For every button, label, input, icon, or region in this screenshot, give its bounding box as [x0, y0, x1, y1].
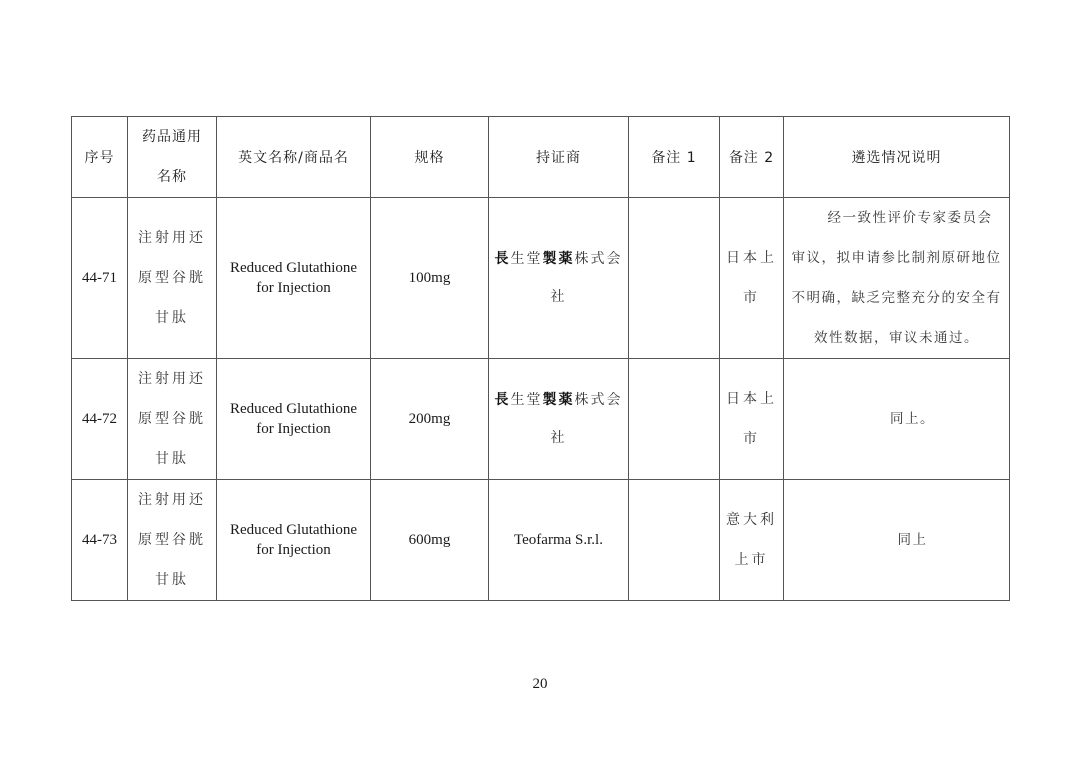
holder-text: 長: [494, 392, 511, 408]
holder-text: 製薬: [542, 251, 575, 267]
holder-text: 製薬: [542, 392, 575, 408]
generic-name-line: 原型谷胱: [138, 532, 206, 548]
header-generic-name-line2: 名称: [157, 169, 187, 185]
row-spec: 200mg: [371, 359, 489, 480]
row-english-name: [217, 359, 371, 480]
row-note1: [629, 198, 720, 359]
english-name-line: for Injection: [256, 542, 331, 558]
holder-line: [489, 381, 628, 419]
explanation-line: 审议，拟申请参比制剂原研地位: [791, 250, 1002, 266]
page-number: 20: [532, 676, 548, 692]
row-note1: [629, 480, 720, 601]
table-row: [72, 359, 1010, 480]
header-note2: 备注 2: [720, 117, 784, 198]
generic-name-line: 甘肽: [155, 310, 189, 326]
row-generic-name: [128, 359, 217, 480]
holder-text: 株式会: [574, 392, 623, 408]
header-seq: 序号: [72, 117, 128, 198]
row-explanation: 同上: [784, 480, 1010, 601]
note2-line: 日本上: [726, 391, 777, 407]
english-name-line: Reduced Glutathione: [229, 522, 358, 538]
holder-text: 生堂: [510, 251, 543, 267]
note2-line: 上市: [734, 552, 769, 568]
holder-text: 長: [494, 251, 511, 267]
note2-line: 市: [743, 431, 760, 447]
header-generic-name-line1: 药品通用: [142, 129, 202, 145]
drug-selection-table: [71, 116, 1010, 601]
row-seq: 44-71: [72, 198, 128, 359]
note2-line: 市: [743, 290, 760, 306]
english-name-line: Reduced Glutathione: [229, 401, 358, 417]
generic-name-line: 注射用还: [138, 492, 206, 508]
explanation-line: 不明确，缺乏完整充分的安全有: [791, 290, 1002, 306]
row-note2: [720, 480, 784, 601]
row-english-name: [217, 198, 371, 359]
generic-name-line: 原型谷胱: [138, 411, 206, 427]
holder-line: 社: [550, 430, 567, 446]
english-name-line: Reduced Glutathione: [229, 260, 358, 276]
row-holder: [489, 359, 629, 480]
table-header-row: [72, 117, 1010, 198]
row-generic-name: [128, 198, 217, 359]
header-generic-name: [128, 117, 217, 198]
row-holder: Teofarma S.r.l.: [489, 480, 629, 601]
holder-text: 生堂: [510, 392, 543, 408]
generic-name-line: 注射用还: [138, 371, 206, 387]
explanation-line: 经一致性评价专家委员会: [827, 210, 993, 226]
generic-name-line: 甘肽: [155, 572, 189, 588]
table-row: [72, 198, 1010, 359]
row-explanation: [784, 198, 1010, 359]
header-holder: 持证商: [489, 117, 629, 198]
row-seq: 44-73: [72, 480, 128, 601]
explanation-line: 效性数据，审议未通过。: [814, 330, 979, 346]
row-english-name: [217, 480, 371, 601]
row-generic-name: [128, 480, 217, 601]
row-explanation: 同上。: [784, 359, 1010, 480]
holder-line: [489, 240, 628, 278]
row-note1: [629, 359, 720, 480]
generic-name-line: 原型谷胱: [138, 270, 206, 286]
row-spec: 600mg: [371, 480, 489, 601]
header-explanation: 遴选情况说明: [784, 117, 1010, 198]
row-note2: [720, 359, 784, 480]
note2-line: 日本上: [726, 250, 777, 266]
header-note1: 备注 1: [629, 117, 720, 198]
holder-text: 株式会: [574, 251, 623, 267]
row-seq: 44-72: [72, 359, 128, 480]
english-name-line: for Injection: [256, 280, 331, 296]
header-spec: 规格: [371, 117, 489, 198]
row-holder: [489, 198, 629, 359]
english-name-line: for Injection: [256, 421, 331, 437]
generic-name-line: 注射用还: [138, 230, 206, 246]
row-spec: 100mg: [371, 198, 489, 359]
header-english-name: 英文名称/商品名: [217, 117, 371, 198]
row-note2: [720, 198, 784, 359]
holder-line: 社: [550, 289, 567, 305]
generic-name-line: 甘肽: [155, 451, 189, 467]
table-row: [72, 480, 1010, 601]
note2-line: 意大利: [726, 512, 777, 528]
